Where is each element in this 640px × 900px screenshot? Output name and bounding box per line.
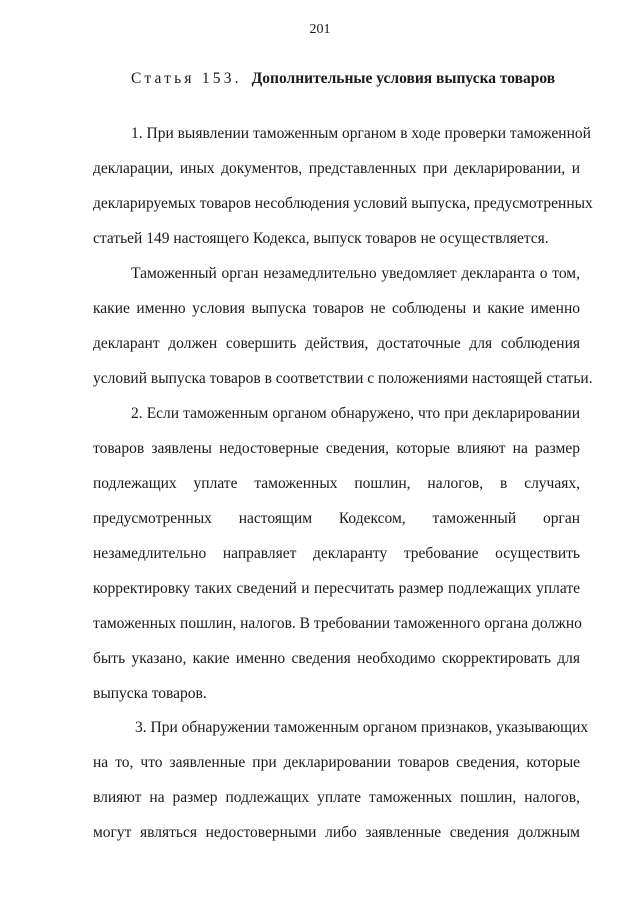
paragraph-line: декларируемых товаров несоблюдения условий выпуска, предусмотренных [93, 195, 593, 212]
paragraph-line: какие именно условия выпуска товаров не соблюдены и какие именно [93, 300, 580, 317]
paragraph-line: 3. При обнаружении таможенным органом признаков, указывающих [135, 719, 589, 736]
paragraph-line: предусмотренных настоящим Кодексом, таможенный орган [93, 510, 580, 527]
article-heading [131, 70, 555, 88]
paragraph-line: таможенных пошлин, налогов. В требовании таможенного органа должно [93, 615, 582, 632]
paragraph-line: подлежащих уплате таможенных пошлин, налогов, в случаях, [93, 475, 580, 492]
paragraph-line: корректировку таких сведений и пересчитать размер подлежащих уплате [93, 580, 580, 597]
paragraph-line: декларант должен совершить действия, достаточные для соблюдения [93, 335, 580, 352]
paragraph-line: статьей 149 настоящего Кодекса, выпуск товаров не осуществляется. [93, 230, 549, 247]
paragraph-line: 1. При выявлении таможенным органом в ходе проверки таможенной [131, 125, 591, 142]
article-title: Дополнительные условия выпуска товаров [251, 70, 556, 87]
page-number: 201 [309, 22, 331, 37]
paragraph-line: могут являться недостоверными либо заявленные сведения должным [93, 824, 580, 841]
article-label: Статья 153. [131, 70, 242, 87]
paragraph-line: 2. Если таможенным органом обнаружено, что при декларировании [131, 405, 580, 422]
paragraph-line: условий выпуска товаров в соответствии с положениями настоящей статьи. [93, 370, 593, 387]
paragraph-line: выпуска товаров. [93, 685, 207, 702]
paragraph-line: Таможенный орган незамедлительно уведомляет декларанта о том, [131, 265, 580, 282]
paragraph-line: декларации, иных документов, представленных при декларировании, и [93, 160, 580, 177]
paragraph-line: влияют на размер подлежащих уплате таможенных пошлин, налогов, [93, 789, 580, 806]
paragraph-line: на то, что заявленные при декларировании товаров сведения, которые [93, 754, 580, 771]
paragraph-line: товаров заявлены недостоверные сведения, которые влияют на размер [93, 440, 580, 457]
paragraph-line: быть указано, какие именно сведения необходимо скорректировать для [93, 650, 580, 667]
paragraph-line: незамедлительно направляет декларанту требование осуществить [93, 545, 580, 562]
